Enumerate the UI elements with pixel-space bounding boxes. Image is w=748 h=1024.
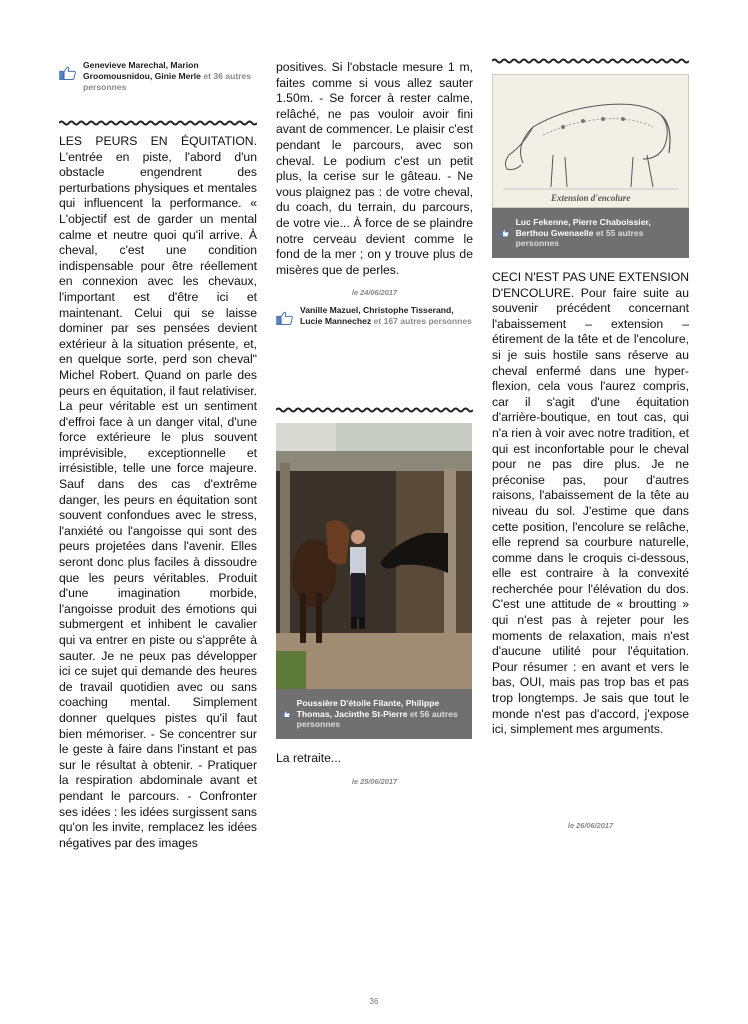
thumbs-up-icon (276, 311, 294, 325)
likes-block[interactable] (59, 60, 257, 93)
wavy-divider (59, 120, 257, 126)
photo-caption: La retraite... (276, 751, 342, 765)
likers-names: Vanille Mazuel, Christophe Tisserand, Lucie Mannechez (300, 305, 454, 327)
post-date: le 24/06/2017 (351, 288, 398, 298)
post-date: le 25/06/2017 (351, 777, 398, 786)
sketch-caption: Extension d'encolure (551, 193, 631, 203)
page-number: 36 (369, 997, 379, 1006)
likers-names: Genevieve Marechal, Marion Groomousnidou, Ginie Merle (83, 60, 201, 81)
likes-block[interactable] (276, 305, 473, 327)
wavy-divider (276, 407, 473, 413)
likers-others[interactable]: et 36 autres personnes (83, 71, 252, 92)
likers-names: Poussière D'étoile Filante, Philippe Thomas, Jacinthe St-Pierre (296, 698, 440, 719)
wavy-divider (492, 58, 689, 64)
article-peurs: LES PEURS EN ÉQUITATION. L'entrée en piste, l'abord d'un obstacle engendrent des perturbations physiques et mentales qui influencent la performance. « L'objectif est de garder un mental calme et neutre quoi qu'il arrive. À cheval, c'est une condition indispensable pour être réellement en connexion avec les chevaux, l'important est d'être ici et maintenant. Celui qui se laisse dominer par ses pensées devient extérieur à la situation présente, et, en quelque sorte, perd son cheval" Michel Robert. Quand on parle des peurs en équitation, il faut relativiser. La peur véritable est un sentiment d'effroi face à un danger vital, d'une force extérieure le plus souvent imprévisible, exceptionnelle et irrésistible, telle une force majeure. Sauf dans des cas d'extrême danger, les peurs en équitation sont souvent confondues avec le stress, l'anxiété ou l'angoisse qui sont des peurs projetées dans l'avenir. Elles seront donc plus faciles à dissoudre que les peurs véritables. Produit d'une imagination morbide, l'angoisse produit des émotions qui submergent et inhibent le cavalier qui va entrer en piste ou s'apprête à sauter. Je ne peux pas développer ici ce sujet qui demande des heures de travail quotidien avec ou sans coaching mental. Simplement donner quelques pistes qu'il faut bien mémoriser. - Se concentrer sur le geste à faire dans l'instant et pas sur le résultat à obtenir. - Pratiquer la respiration abdominale avant et pendant le parcours. - Confronter ses idées : les idées surgissent sans qu'on les invite, remplacez les idées négatives par des images (59, 134, 257, 850)
likers-others[interactable]: et 55 autres personnes (515, 227, 644, 249)
likers-others[interactable]: et 56 autres personnes (296, 708, 458, 730)
article-peurs-continued: positives. Si l'obstacle mesure 1 m, faites comme si vous allez sauter 1.50m. - Se forcer à rester calme, relâché, ne pas vouloir avoir fini avant de commencer. Le plaisir c'est pendant le parcours, avec son cheval. Le podium c'est un petit plus, la cerise sur le gâteau. - Ne vous plaignez pas : de votre cheval, du coach, du terrain, du parcours, de votre vie... À force de se plaindre notre cerveau devient comme le fond de la mer ; on y trouve plus de misères que de perles. (276, 60, 473, 277)
horses-photo[interactable] (276, 423, 472, 689)
column-1 (59, 60, 257, 851)
thumbs-up-icon (59, 66, 77, 80)
thumbs-up-icon (500, 226, 510, 240)
photo-likes-card[interactable] (492, 208, 689, 258)
horse-sketch-image[interactable] (492, 74, 689, 208)
thumbs-up-icon (282, 707, 291, 721)
column-2 (276, 60, 473, 327)
photo-likes-card[interactable] (276, 689, 472, 739)
likers-names: Luc Fekenne, Pierre Chaboissier, Berthou Gwenaelle (515, 217, 651, 238)
likers-others[interactable]: et 167 autres personnes (373, 316, 472, 327)
post-date: le 26/06/2017 (567, 821, 614, 830)
article-extension-encolure: CECI N'EST PAS UNE EXTENSION D'ENCOLURE. Pour faire suite au souvenir précédent concernant l'abaissement – extension – étirement de la tête et de l'encolure, si je suis hostile sans réserve au cheval enfermé dans une hyper-flexion, cela vous l'aurez compris, car il s'agit d'une équitation d'arrière-boutique, en tout cas, qui n'a rien à voir avec notre tradition, et qui est inconfortable pour le cheval pour ne pas dire plus. Je ne préconise pas, pour d'autres raisons, l'abaissement de la tête au niveau du sol. J'estime que dans cette position, l'encolure se relâche, elle reprend sa courbure naturelle, comme dans le croquis ci-dessous, elle est contraire à la convexité recherchée pour l'élévation du dos. C'est une attitude de « broutting » qui n'est pas à rejeter pour les moments de relaxation, mais n'est d'aucune utilité pour l'équitation. Pour résumer : en avant et vers le bas, OUI, mais pas trop bas et pas trop longtemps. Je sais que tout le monde n'est pas d'accord, j'expose ici, simplement mes arguments. (492, 270, 689, 737)
